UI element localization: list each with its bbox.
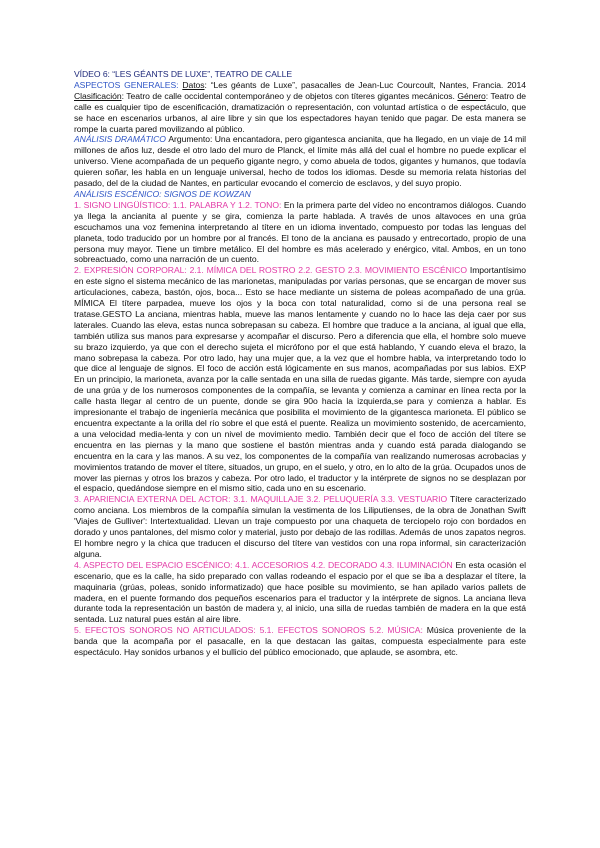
section-aspectos-generales — [74, 80, 526, 135]
dramatico-heading: ANÁLISIS DRAMÁTICO — [74, 134, 169, 145]
aspectos-heading: ASPECTOS GENERALES: — [74, 79, 183, 90]
s2-text: Importantísimo en este signo el sistema mecánico de las marionetas, manipuladas por varias personas, que se encargan de mover sus articulaciones, cabeza, bastón, ojos, boca... Esto se hace mediante un sistema de poleas acompañado de una grúa. MÍMICA El títere parpadea, mueve los ojos y la boca con total naturalidad, como si de una persona real se tratase.GESTO La anciana, mientras habla, mueve las manos lentamente y cuando no lo hace las deja caer por sus laterales. Cuando las eleva, estas nunca sobrepasan su cabeza. El hombre que traduce a la anciana, al igual que ella, también utiliza sus manos para expresarse y acompañar el discurso. Pero a diferencia que ella, el hombre solo mueve su brazo izquierdo, ya que con el derecho sujeta el micrófono por el que está hablando, Y cuando eleva el brazo, la mano sobrepasa la cabeza. Por otro lado, hay una mujer que, a la vez que el hombre habla, va interpretando todo lo que dice al lenguaje de signos. El foco de acción está lógicamente en sus manos, acompañadas por sus labios. EXP En un principio, la marioneta, avanza por la calle sentada en una silla de ruedas gigante. Más tarde, siempre con ayuda de una grúa y de los numerosos componentes de la compañía, se levanta y comienza a caminar en línea recta por la calle hasta llegar al centro de un puente, donde se gira 90o hacia la izquierda,se para y comienza a hablar. Es impresionante el trabajo de ingeniería mecánica que posibilita el movimiento de la gigantesca marioneta. El público se encuentra expectante a la orilla del río sobre el que está el puente. Realiza un movimiento sostenido, de acercamiento, a una velocidad media-lenta y con un nivel de movimiento medio. También decir que el foco de acción del títere se encuentra en las piernas y la mano que sostiene el bastón mientras anda y cuando está parada dialogando se encuentra en la cara y las manos. A su vez, los componentes de la compañía van realizando numerosas acrobacias y movimientos tratando de mover el títere, situados, un grupo, en el suelo, y otro, en lo alto de la grúa. Ocupados unos de mover las piernas y otros los brazos y cabeza. Por otro lado, el traductor y la intérprete de signos no se desplazan por el espacio, quedándose siempre en el mismo sitio, cada uno en su escenario. — [74, 265, 526, 494]
dramatico-text: Argumento: Una encantadora, pero gigantesca ancianita, que ha llegado, en un viaje de 14 mil millones de años luz, desde el otro lado del muro de Planck, el límite más allá del cual el hombre no puede explicar el universo. Viene acompañada de un pequeño gigante negro, y como abuela de todos, gigantes y humanos, que todavía quieren soñar, les habla en un lenguaje universal, hecho de todos los idiomas. Desde su memoria relata historias del pasado, del de la ciudad de Nantes, en particular evocando el comercio de esclavos, y del suyo propio. — [74, 134, 527, 189]
document-title: VÍDEO 6: “LES GÉANTS DE LUXE”, TEATRO DE CALLE — [74, 69, 293, 79]
clasificacion-label: Clasificación — [74, 90, 122, 101]
genero-text: : Teatro de calle es cualquier tipo de escenificación, dramatización o representación, con voluntad artística o de espectáculo, que se hace en escenarios urbanos, al aire libre y sin que los espectadores hayan tenido que pagar. De esta manera se rompe la cuarta pared movilizando al público. — [74, 90, 526, 134]
genero-label: Género — [457, 90, 486, 101]
s4-heading: 4. ASPECTO DEL ESPACIO ESCÉNICO: 4.1. ACCESORIOS 4.2. DECORADO 4.3. ILUMINACIÓN — [74, 559, 456, 570]
s3-heading: 3. APARIENCIA EXTERNA DEL ACTOR: 3.1. MAQUILLAJE 3.2. PELUQUERÍA 3.3. VESTUARIO — [74, 494, 450, 505]
s5-text: Música proveniente de la banda que la acompaña por el pasacalle, en la que destacan las gaitas, compuesta especialmente para este espectáculo. Hay sonidos urbanos y el bullicio del público emocionado, que aplaude, se asombra, etc. — [74, 625, 527, 658]
document-page — [74, 69, 526, 658]
datos-label: Datos — [182, 79, 205, 90]
clasificacion-text: : Teatro de calle occidental contemporáneo y de objetos con títeres gigantes mecánicos. — [121, 90, 458, 101]
datos-text: : “Les géants de Luxe”, pasacalles de Jean-Luc Courcoult, Nantes, Francia. 2014 — [204, 79, 527, 90]
section-apariencia-externa — [74, 494, 526, 559]
s2-heading: 2. EXPRESIÓN CORPORAL: 2.1. MÍMICA DEL ROSTRO 2.2. GESTO 2.3. MOVIMIENTO ESCÉNICO — [74, 265, 470, 276]
s3-text: Títere caracterizado como anciana. Los miembros de la compañía simulan la vestimenta de los Liliputienses, de la obra de Jonathan Swift 'Viajes de Gulliver': Intertextualidad. Llevan un traje compuesto por una chaqueta de terciopelo rojo con bordados en dorado y unos pantalones, del mismo color y material, justo por debajo de las rodillas. Además de unos zapatos negros. El hombre negro y la chica que traducen el discurso del títere van vestidos con una ropa informal, sin caracterización alguna. — [74, 494, 527, 559]
s4-text: En esta ocasión el escenario, que es la calle, ha sido preparado con vallas rodeando el espacio por el que se iba a desplazar el títere, la maquinaria (grúas, poleas, sonido informatizado) que hace posible su movimiento, se han apilado varios pallets de madera, en el puente formando dos pequeños escenarios para el traductor y la intérprete de signos. La anciana lleva durante toda la representación un bastón de madera y, al inicio, una silla de ruedas también de madera en la que está sentada. Luz natural pues están al aire libre. — [74, 559, 526, 625]
section-signo-linguistico — [74, 200, 526, 265]
s5-heading: 5. EFECTOS SONOROS NO ARTICULADOS: 5.1. EFECTOS SONOROS 5.2. MÚSICA: — [74, 625, 427, 636]
escenico-heading: ANÁLISIS ESCÉNICO: SIGNOS DE KOWZAN — [74, 188, 251, 199]
section-espacio-escenico — [74, 560, 526, 625]
s1-heading: 1. SIGNO LINGÜÍSTICO: 1.1. PALABRA Y 1.2. TONO: — [74, 199, 284, 210]
s1-text: En la primera parte del vídeo no encontramos diálogos. Cuando ya llega la ancianita al puente y se gira, comienza la parte hablada. A través de unos altavoces en una grúa escuchamos una voz femenina interpretando al títere en un idioma inventado, compuesto por todas las lenguas del planeta, todo traducido por un hombre por al francés. El tono de la anciana es pausado y entrecortado, propio de una persona muy mayor. Tiene un timbre metálico. El del hombre es más acelerado y enérgico, vital. Ambos, en un tono sobreactuado, como una narración de un cuento. — [74, 199, 526, 265]
section-efectos-sonoros — [74, 625, 526, 658]
section-analisis-dramatico — [74, 134, 526, 189]
section-expresion-corporal — [74, 265, 526, 494]
